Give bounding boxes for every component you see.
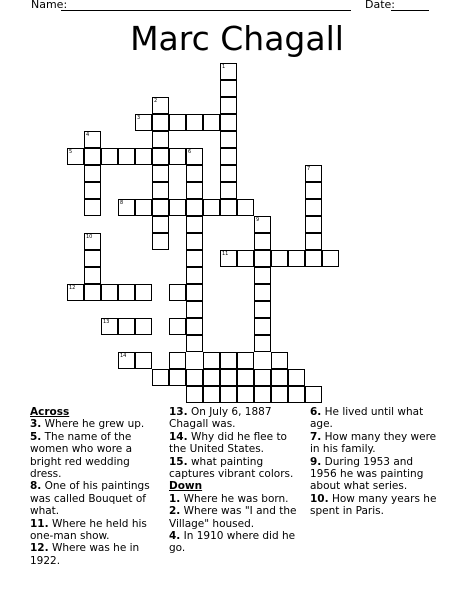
clue-item-text: Where he grew up. (41, 418, 145, 431)
grid-cell[interactable] (220, 80, 237, 97)
grid-cell[interactable] (305, 250, 322, 267)
clue-item-text: On July 6, 1887 Chagall was. (169, 406, 272, 431)
grid-cell[interactable] (203, 352, 220, 369)
grid-cell[interactable] (186, 284, 203, 301)
clue-item (30, 518, 162, 543)
clue-item-text: The name of the women who wore a bright red wedding dress. (30, 430, 133, 481)
grid-cell[interactable] (237, 386, 254, 403)
grid-cell[interactable] (288, 250, 305, 267)
grid-cell[interactable] (186, 199, 203, 216)
grid-cell[interactable] (152, 216, 169, 233)
grid-cell[interactable] (271, 352, 288, 369)
grid-cell[interactable] (237, 199, 254, 216)
grid-cell[interactable] (220, 250, 237, 267)
down-clue-list-continued (310, 406, 442, 518)
grid-cell[interactable] (288, 369, 305, 386)
grid-cell[interactable] (84, 148, 101, 165)
clue-item (30, 542, 162, 567)
date-label: Date: (365, 0, 395, 11)
clue-number: 7 (307, 166, 311, 172)
grid-cell[interactable] (254, 267, 271, 284)
grid-cell[interactable] (135, 284, 152, 301)
grid-cell[interactable] (186, 386, 203, 403)
grid-cell[interactable] (186, 114, 203, 131)
clue-item-number: 4. (169, 530, 181, 543)
clue-item-text: Where was he in 1922. (30, 542, 140, 567)
grid-cell[interactable] (84, 131, 101, 148)
grid-cell[interactable] (305, 216, 322, 233)
clue-number: 4 (86, 132, 90, 138)
clue-item-text: One of his paintings was called Bouquet of what. (30, 480, 150, 518)
grid-cell[interactable] (271, 250, 288, 267)
grid-cell[interactable] (101, 148, 118, 165)
grid-cell[interactable] (254, 318, 271, 335)
grid-cell[interactable] (118, 199, 135, 216)
grid-cell[interactable] (186, 369, 203, 386)
clue-number: 3 (137, 115, 141, 121)
clue-number: 9 (256, 217, 260, 223)
grid-cell[interactable] (271, 386, 288, 403)
grid-cell[interactable] (288, 386, 305, 403)
grid-cell[interactable] (152, 233, 169, 250)
grid-cell[interactable] (254, 335, 271, 352)
grid-cell[interactable] (152, 131, 169, 148)
clue-item-number: 6. (310, 406, 322, 418)
clue-item-number: 13. (169, 406, 188, 418)
clue-item (30, 431, 162, 481)
grid-cell[interactable] (220, 63, 237, 80)
clue-item-number: 9. (310, 455, 322, 468)
grid-cell[interactable] (152, 97, 169, 114)
grid-cell[interactable] (220, 352, 237, 369)
grid-cell[interactable] (118, 352, 135, 369)
clue-item-number: 3. (30, 418, 42, 431)
grid-cell[interactable] (305, 233, 322, 250)
grid-cell[interactable] (135, 114, 152, 131)
grid-cell[interactable] (203, 386, 220, 403)
grid-cell[interactable] (305, 182, 322, 199)
grid-cell[interactable] (186, 148, 203, 165)
grid-cell[interactable] (220, 165, 237, 182)
grid-cell[interactable] (203, 114, 220, 131)
clue-number: 8 (120, 200, 124, 206)
clues-column-1 (30, 406, 162, 567)
grid-cell[interactable] (135, 352, 152, 369)
across-clue-list-continued (169, 406, 304, 480)
down-heading: Down (169, 480, 203, 493)
clue-item (310, 493, 442, 518)
grid-cell[interactable] (220, 114, 237, 131)
grid-cell[interactable] (186, 267, 203, 284)
grid-cell[interactable] (169, 199, 186, 216)
grid-cell[interactable] (118, 148, 135, 165)
grid-cell[interactable] (118, 284, 135, 301)
clue-item-number: 15. (169, 455, 188, 468)
grid-cell[interactable] (67, 284, 84, 301)
grid-cell[interactable] (152, 148, 169, 165)
grid-cell[interactable] (305, 199, 322, 216)
clue-item (169, 493, 304, 505)
grid-cell[interactable] (220, 97, 237, 114)
clue-item (30, 480, 162, 517)
grid-cell[interactable] (101, 284, 118, 301)
grid-cell[interactable] (169, 318, 186, 335)
clue-item-number: 11. (30, 517, 49, 530)
grid-cell[interactable] (220, 148, 237, 165)
grid-cell[interactable] (169, 284, 186, 301)
grid-cell[interactable] (186, 216, 203, 233)
grid-cell[interactable] (305, 165, 322, 182)
clue-number: 2 (154, 98, 158, 104)
clue-item-number: 2. (169, 505, 181, 518)
clues-column-3 (310, 406, 442, 518)
clue-item-text: He lived until what age. (310, 406, 424, 431)
grid-cell[interactable] (203, 369, 220, 386)
clue-item-text: In 1910 where did he go. (169, 530, 296, 555)
clue-number: 10 (86, 234, 93, 240)
grid-cell[interactable] (84, 199, 101, 216)
grid-cell[interactable] (220, 386, 237, 403)
grid-cell[interactable] (220, 199, 237, 216)
grid-cell[interactable] (135, 199, 152, 216)
grid-cell[interactable] (84, 165, 101, 182)
grid-cell[interactable] (237, 250, 254, 267)
clue-item-text: Where he held his one-man show. (30, 517, 147, 543)
grid-cell[interactable] (152, 199, 169, 216)
clue-item-text: Where he was born. (180, 492, 289, 505)
grid-cell[interactable] (84, 182, 101, 199)
grid-cell[interactable] (118, 318, 135, 335)
grid-cell[interactable] (254, 284, 271, 301)
grid-cell[interactable] (152, 369, 169, 386)
grid-cell[interactable] (135, 318, 152, 335)
grid-cell[interactable] (186, 301, 203, 318)
clue-item (310, 406, 442, 431)
clue-item-number: 14. (169, 430, 188, 443)
grid-cell[interactable] (271, 369, 288, 386)
clues-column-2 (169, 406, 304, 555)
grid-cell[interactable] (203, 199, 220, 216)
grid-cell[interactable] (152, 182, 169, 199)
grid-cell[interactable] (169, 352, 186, 369)
clue-item-text: what painting captures vibrant colors. (169, 455, 294, 481)
clue-item-text: Where was "I and the Village" housed. (169, 505, 297, 530)
across-heading: Across (30, 406, 70, 418)
grid-cell[interactable] (186, 182, 203, 199)
grid-cell[interactable] (237, 369, 254, 386)
grid-cell[interactable] (220, 182, 237, 199)
grid-cell[interactable] (186, 318, 203, 335)
grid-cell[interactable] (67, 148, 84, 165)
grid-cell[interactable] (254, 250, 271, 267)
clue-item (169, 530, 304, 555)
grid-cell[interactable] (254, 233, 271, 250)
clue-item-text: How many they were in his family. (310, 430, 437, 456)
clue-item-text: Why did he flee to the United States. (169, 430, 287, 456)
clue-item (310, 456, 442, 493)
clue-number: 5 (69, 149, 73, 155)
grid-cell[interactable] (169, 114, 186, 131)
clue-item (310, 431, 442, 456)
grid-cell[interactable] (135, 148, 152, 165)
clue-item-number: 5. (30, 430, 42, 443)
grid-cell[interactable] (84, 250, 101, 267)
grid-cell[interactable] (186, 165, 203, 182)
clue-item (169, 456, 304, 481)
clue-item-text: How many years he spent in Paris. (310, 492, 437, 518)
clue-item-number: 7. (310, 430, 322, 443)
grid-cell[interactable] (322, 250, 339, 267)
grid-cell[interactable] (237, 352, 254, 369)
grid-cell[interactable] (186, 335, 203, 352)
clue-number: 1 (222, 64, 226, 70)
clue-item-number: 1. (169, 492, 181, 505)
grid-cell[interactable] (84, 284, 101, 301)
clue-item-number: 10. (310, 492, 329, 505)
grid-cell[interactable] (305, 386, 322, 403)
grid-cell[interactable] (186, 233, 203, 250)
grid-cell[interactable] (169, 369, 186, 386)
clue-item (169, 505, 304, 530)
clue-item (169, 431, 304, 456)
grid-cell[interactable] (186, 250, 203, 267)
grid-cell[interactable] (254, 369, 271, 386)
clue-number: 6 (188, 149, 192, 155)
down-clue-list (169, 493, 304, 555)
clue-item-number: 8. (30, 480, 42, 493)
clue-item-text: During 1953 and 1956 he was painting about what series. (310, 455, 424, 493)
grid-cell[interactable] (101, 318, 118, 335)
grid-cell[interactable] (220, 369, 237, 386)
grid-cell[interactable] (152, 165, 169, 182)
grid-cell[interactable] (169, 148, 186, 165)
grid-cell[interactable] (254, 216, 271, 233)
clue-item-number: 12. (30, 542, 49, 555)
clue-number: 14 (120, 353, 127, 359)
across-clue-list (30, 418, 162, 567)
grid-cell[interactable] (152, 114, 169, 131)
clue-item (169, 406, 304, 431)
grid-cell[interactable] (220, 131, 237, 148)
page-title: Marc Chagall (130, 19, 344, 58)
clue-number: 11 (222, 251, 229, 257)
grid-cell[interactable] (84, 233, 101, 250)
grid-cell[interactable] (254, 301, 271, 318)
grid-cell[interactable] (84, 267, 101, 284)
clue-item (30, 418, 162, 430)
clue-number: 12 (69, 285, 76, 291)
name-label: Name: (31, 0, 68, 11)
grid-cell[interactable] (254, 386, 271, 403)
clue-number: 13 (103, 319, 110, 325)
